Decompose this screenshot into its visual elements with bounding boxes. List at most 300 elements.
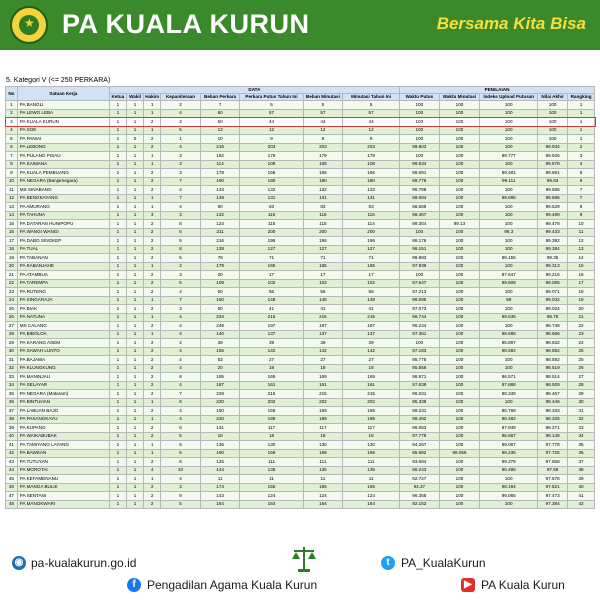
table-cell: 156 [343,407,400,416]
table-cell: 149 [343,296,400,305]
table-cell: 1 [126,194,143,203]
table-cell: 180 [303,177,343,186]
table-cell: 100 [439,211,480,220]
table-cell: 94.37 [400,483,440,492]
table-cell: 1 [126,313,143,322]
table-cell: 1 [126,279,143,288]
table-cell: 100 [439,390,480,399]
table-cell: 109 [200,279,240,288]
table-cell: 3 [6,118,18,127]
table-cell: 100 [439,245,480,254]
table-cell: 37 [6,407,18,416]
table-cell: 2 [144,356,161,365]
table-cell: 155 [303,483,343,492]
column-header: Wakil [126,94,143,101]
table-cell: 98.632 [538,339,568,348]
cell-satuan-kerja: PA NATUNA [17,313,109,322]
table-row [6,194,595,203]
table-cell: 98.686 [480,330,538,339]
table-cell: 97.384 [538,500,568,509]
table-cell: 13 [200,126,240,135]
table-cell: 11 [6,186,18,195]
table-cell: 1 [109,424,126,433]
table-cell: 100 [439,475,480,484]
table-cell: 98.176 [400,237,440,246]
table-row [6,279,595,288]
table-cell: 135 [240,466,303,475]
table-cell: 96.065 [480,492,538,501]
table-cell: 108 [303,160,343,169]
table-cell: 4 [161,313,201,322]
table-cell: 1 [144,152,161,161]
table-cell: 9 [303,135,343,144]
table-row [6,296,595,305]
table-row [6,330,595,339]
table-cell: 99.926 [538,152,568,161]
table-cell: 98.333 [538,407,568,416]
table-title: 5. Kategori V (<= 250 PERKARA) [6,77,111,84]
table-cell: 98.592 [538,347,568,356]
table-cell: 4 [161,356,201,365]
cell-satuan-kerja: PA BIBOLOA [17,330,109,339]
cell-satuan-kerja: PA KLUNGKUNG [17,364,109,373]
table-cell: 220 [200,398,240,407]
table-cell: 100 [439,203,480,212]
table-cell: 39 [343,339,400,348]
table-cell: 125 [200,458,240,467]
table-cell: 3 [161,169,201,178]
table-cell: 127 [343,245,400,254]
table-cell: 5 [161,279,201,288]
table-cell: 1 [144,449,161,458]
table-cell: 35 [568,441,595,450]
table-cell: 41 [303,305,343,314]
table-cell: 2 [144,305,161,314]
table-cell: 4 [161,364,201,373]
cell-satuan-kerja: PA DATARAN HUNIPOPU [17,220,109,229]
table-cell: 99.216 [538,271,568,280]
table-cell: 5 [240,101,303,110]
table-cell: 100 [480,135,538,144]
table-cell: 12 [303,126,343,135]
table-cell: 20 [200,271,240,280]
table-cell: 1 [126,441,143,450]
table-cell: 2 [144,339,161,348]
table-row [6,322,595,331]
table-cell: 1 [568,126,595,135]
table-cell: 2 [144,500,161,509]
table-cell: 2 [144,347,161,356]
table-cell: 99.13 [439,220,480,229]
table-cell: 98.76 [538,313,568,322]
table-cell: 1 [126,296,143,305]
table-cell: 114 [200,160,240,169]
table-cell: 202 [240,398,303,407]
table-cell: 97.58 [538,466,568,475]
table-cell: 38 [6,415,18,424]
table-cell: 200 [343,228,400,237]
table-cell: 99.878 [538,160,568,169]
table-cell: 18 [568,288,595,297]
cell-satuan-kerja: PA LEWO LEBA [17,109,109,118]
column-header: Waktu Minutasi [439,94,480,101]
table-cell: 100 [400,126,440,135]
table-cell: 100 [439,101,480,110]
table-cell: 1 [109,390,126,399]
table-cell: 1 [109,160,126,169]
cell-satuan-kerja: PA TAREMPA [17,279,109,288]
table-cell: 100 [439,407,480,416]
table-cell: 2 [144,186,161,195]
table-cell: 3 [161,483,201,492]
table-cell: 130 [303,441,343,450]
table-cell: 6 [161,458,201,467]
table-cell: 1 [161,135,201,144]
table-cell: 131 [303,194,343,203]
cell-satuan-kerja: PA AMURANG [17,203,109,212]
table-cell: 100 [480,118,538,127]
table-cell: 56 [343,288,400,297]
cell-satuan-kerja: PA WANGI WANGI [17,228,109,237]
table-cell: 99.634 [400,160,440,169]
table-cell: 98.788 [400,186,440,195]
table-row [6,220,595,229]
table-row [6,458,595,467]
column-header: Kepaniteraan [161,94,201,101]
table-cell: 4 [161,322,201,331]
table-cell: 117 [343,424,400,433]
table-cell: 96.667 [480,432,538,441]
table-cell: 57 [240,109,303,118]
footer-youtube[interactable]: PA Kuala Kurun [481,578,565,592]
table-cell: 180 [240,177,303,186]
column-header: Indeks Upload Putusan [480,94,538,101]
table-cell: 35 [6,390,18,399]
table-cell: 100 [439,271,480,280]
table-cell: 96.355 [400,492,440,501]
table-cell: 1 [144,398,161,407]
table-cell: 6 [161,424,201,433]
table-cell: 24 [6,296,18,305]
table-cell: 3 [568,152,595,161]
table-cell: 160 [200,296,240,305]
table-cell: 215 [303,390,343,399]
table-cell: 1 [109,305,126,314]
table-cell: 23 [6,288,18,297]
table-cell: 96.244 [400,322,440,331]
column-header: Waktu Putus [400,94,440,101]
table-cell: 98.194 [480,483,538,492]
table-cell: 196 [240,237,303,246]
table-cell: 2 [144,245,161,254]
table-cell: 2 [144,432,161,441]
table-cell: 1 [126,424,143,433]
table-cell: 9 [6,169,18,178]
table-cell: 97.888 [480,381,538,390]
table-cell: 98.509 [538,381,568,390]
table-cell: 1 [126,458,143,467]
table-cell: 99.478 [538,220,568,229]
table-cell: 56 [303,288,343,297]
table-cell: 1 [126,186,143,195]
table-cell: 12 [343,126,400,135]
table-cell: 220 [200,415,240,424]
table-cell: 2 [144,118,161,127]
table-cell: 1 [126,160,143,169]
table-cell: 1 [109,441,126,450]
table-row [6,305,595,314]
table-cell: 4 [6,126,18,135]
table-cell: 3 [161,305,201,314]
table-cell: 100 [480,101,538,110]
table-cell: 1 [109,415,126,424]
table-cell: 46 [6,483,18,492]
table-cell: 78 [200,254,240,263]
table-cell: 100 [439,458,480,467]
table-cell: 100 [480,237,538,246]
table-row [6,483,595,492]
table-cell: 199 [240,415,303,424]
table-cell: 2 [144,390,161,399]
table-cell: 96.744 [400,313,440,322]
table-cell: 56 [240,288,303,297]
table-cell: 95.769 [480,407,538,416]
table-cell: 100 [439,415,480,424]
footer-twitter[interactable]: PA_KualaKurun [401,556,486,570]
table-cell: 9 [343,135,400,144]
table-cell: 99.35 [538,254,568,263]
table-row [6,347,595,356]
table-cell: 100 [439,296,480,305]
table-cell: 19 [6,254,18,263]
table-cell: 1 [144,415,161,424]
table-cell: 111 [303,458,343,467]
table-cell: 1 [126,245,143,254]
cell-satuan-kerja: MS CALANG [17,322,109,331]
table-cell: 96.063 [400,424,440,433]
table-cell: 97.778 [538,441,568,450]
table-cell: 10 [200,135,240,144]
table-cell: 100 [439,347,480,356]
table-cell: 98.893 [400,254,440,263]
table-cell: 99.085 [538,279,568,288]
table-cell: 1 [144,313,161,322]
table-cell: 140 [200,330,240,339]
table-cell: 127 [303,245,343,254]
table-cell: 40 [568,483,595,492]
table-cell: 160 [200,407,240,416]
table-cell: 115 [303,220,343,229]
table-cell: 127 [240,245,303,254]
table-cell: 100 [480,211,538,220]
table-cell: 1 [568,101,595,110]
table-cell: 136 [200,441,240,450]
table-cell: 14 [568,254,595,263]
table-cell: 1 [126,347,143,356]
table-cell: 215 [303,313,343,322]
table-cell: 1 [109,262,126,271]
table-cell: 95.882 [400,449,440,458]
table-cell: 178 [200,169,240,178]
table-cell: 11 [303,475,343,484]
table-row [6,152,595,161]
court-logo [10,6,48,44]
footer-website[interactable]: pa-kualakurun.go.id [31,556,137,570]
table-cell: 97.073 [400,305,440,314]
table-cell: 1 [109,492,126,501]
table-cell: 27 [343,356,400,365]
table-cell: 97.658 [538,458,568,467]
table-cell: 1 [109,228,126,237]
table-cell: 1 [126,415,143,424]
table-cell: 2 [6,109,18,118]
table-cell: 2 [144,169,161,178]
table-cell: 5 [6,135,18,144]
table-cell: 97.725 [538,449,568,458]
table-cell: 100 [439,330,480,339]
table-cell: 202 [303,398,343,407]
table-cell: 11 [568,228,595,237]
cell-satuan-kerja: PA LEBONG [17,143,109,152]
table-cell: 203 [303,143,343,152]
table-cell: 99.392 [538,237,568,246]
table-cell: 97.639 [400,381,440,390]
table-cell: 95.775 [400,356,440,365]
table-cell: 7 [161,296,201,305]
table-cell: 11 [200,475,240,484]
table-cell: 53 [200,356,240,365]
table-cell: 18 [200,432,240,441]
table-cell: 215 [200,143,240,152]
table-cell: 31 [568,407,595,416]
table-cell: 15 [568,262,595,271]
table-cell: 12 [6,194,18,203]
table-cell: 95.897 [480,339,538,348]
table-cell: 12 [568,237,595,246]
table-cell: 98.492 [400,415,440,424]
cell-satuan-kerja: PA PULANG PISAU [17,152,109,161]
table-cell: 100 [480,143,538,152]
table-row [6,492,595,501]
column-header: Hakim [145,94,160,100]
table-cell: 100 [480,220,538,229]
table-cell: 25 [568,356,595,365]
table-cell: 100 [439,177,480,186]
table-cell: 1 [126,500,143,509]
column-header: Perkara Putus Tahun Ini [240,94,303,101]
table-cell: 5 [161,432,201,441]
table-cell: 99.433 [538,228,568,237]
table-cell: 2 [144,424,161,433]
table-cell: 97.778 [400,432,440,441]
cell-satuan-kerja: MS SINABANG [17,186,109,195]
table-cell: 99.024 [538,305,568,314]
column-header: Beban Perkara [200,94,240,101]
table-cell: 20 [568,305,595,314]
table-cell: 100 [439,194,480,203]
table-cell: 100 [439,424,480,433]
table-cell: 130 [343,441,400,450]
table-cell: 99.304 [400,220,440,229]
table-cell: 29 [6,339,18,348]
table-cell: 99.691 [400,169,440,178]
table-cell: 71 [343,254,400,263]
table-cell: 1 [126,466,143,475]
table-cell: 100 [439,356,480,365]
table-row [6,245,595,254]
table-cell: 44 [303,118,343,127]
table-cell: 1 [109,288,126,297]
table-cell: 99.067 [480,441,538,450]
table-cell: 22 [6,279,18,288]
table-cell: 99.231 [400,407,440,416]
table-cell: 197 [343,322,400,331]
table-cell: 155 [343,483,400,492]
table-cell: 169 [303,373,343,382]
table-cell: 1 [126,356,143,365]
table-cell: 1 [109,177,126,186]
table-cell: 143 [200,492,240,501]
table-cell: 1 [109,194,126,203]
table-cell: 8 [568,203,595,212]
table-row [6,449,595,458]
table-cell: 10 [568,220,595,229]
table-cell: 1 [109,432,126,441]
table-cell: 99.084 [400,194,440,203]
table-cell: 1 [568,135,595,144]
table-cell: 44 [240,118,303,127]
table-cell: 2 [144,364,161,373]
table-cell: 1 [144,109,161,118]
table-cell: 100 [439,432,480,441]
cell-satuan-kerja: PA BIAK [17,305,109,314]
table-cell: 36 [568,449,595,458]
cell-satuan-kerja: PA KARANG ASEM [17,339,109,348]
table-cell: 211 [200,228,240,237]
table-cell: 71 [303,254,343,263]
table-cell: 161 [240,381,303,390]
table-cell: 92.727 [400,475,440,484]
table-cell: 10 [161,466,201,475]
table-cell: 94.267 [400,441,440,450]
table-cell: 200 [303,228,343,237]
cell-satuan-kerja: PA DABO SINGKEP [17,237,109,246]
table-cell: 39 [6,424,18,433]
table-cell: 100 [538,118,568,127]
table-cell: 3 [161,160,201,169]
table-cell: 100 [400,135,440,144]
table-cell: 98.592 [480,347,538,356]
table-cell: 41 [240,305,303,314]
table-cell: 3 [161,211,201,220]
table-cell: 100 [439,373,480,382]
table-cell: 5 [161,237,201,246]
table-cell: 18 [303,364,343,373]
footer [0,543,600,600]
table-cell: 1 [126,364,143,373]
table-row [6,169,595,178]
table-cell: 34 [6,381,18,390]
table-cell: 16 [6,228,18,237]
table-row [6,177,595,186]
cell-satuan-kerja: PA NEGARA (Mataram) [17,390,109,399]
table-cell: 132 [303,186,343,195]
table-cell: 96.571 [480,373,538,382]
footer-facebook[interactable]: Pengadilan Agama Kuala Kurun [147,578,318,592]
globe-icon: ◉ [12,556,26,570]
table-cell: 100 [439,500,480,509]
table-cell: 137 [343,330,400,339]
